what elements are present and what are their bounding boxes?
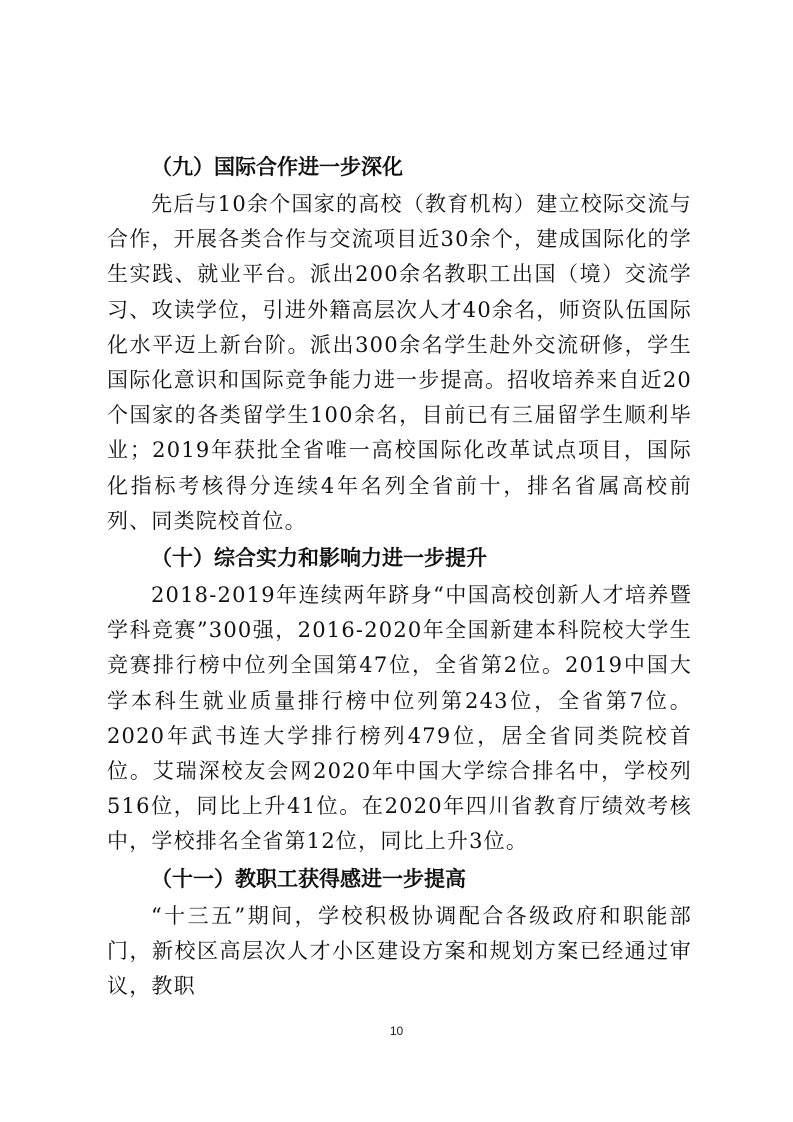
section-heading-international-cooperation: （九）国际合作进一步深化 [151, 155, 403, 179]
section-heading-staff-satisfaction: （十一）教职工获得感进一步提高 [151, 866, 466, 891]
section-paragraph-staff-satisfaction: “十三五”期间，学校积极协调配合各级政府和职能部门，新校区高层次人才小区建设方案和规划方案已经通过审议，教职 [107, 903, 692, 999]
section-heading-overall-strength: （十）综合实力和影响力进一步提升 [151, 546, 487, 571]
section-paragraph-international-cooperation: 先后与10余个国家的高校（教育机构）建立校际交流与合作，开展各类合作与交流项目近30余个，建成国际化的学生实践、就业平台。派出200余名教职工出国（境）交流学习、攻读学位，引进外籍高层次人才40余名，师资队伍国际化水平迈上新台阶。派出300余名学生赴外交流研修，学生国际化意识和国际竞争能力进一步提高。招收培养来自近20个国家的各类留学生100余名，目前已有三届留学生顺利毕业；2019年获批全省唯一高校国际化改革试点项目，国际化指标考核得分连续4年名列全省前十，排名省属高校前列、同类院校首位。 [107, 192, 692, 533]
page-content [107, 150, 692, 1004]
section-paragraph-overall-strength: 2018-2019年连续两年跻身“中国高校创新人才培养暨学科竞赛”300强，2016-2020年全国新建本科院校大学生竞赛排行榜中位列全国第47位，全省第2位。2019中国大学本科生就业质量排行榜中位列第243位，全省第7位。2020年武书连大学排行榜列479位，居全省同类院校首位。艾瑞深校友会网2020年中国大学综合排名中，学校列516位，同比上升41位。在2020年四川省教育厅绩效考核中，学校排名全省第12位，同比上升3位。 [107, 583, 692, 854]
page-number: 10 [389, 1024, 404, 1038]
